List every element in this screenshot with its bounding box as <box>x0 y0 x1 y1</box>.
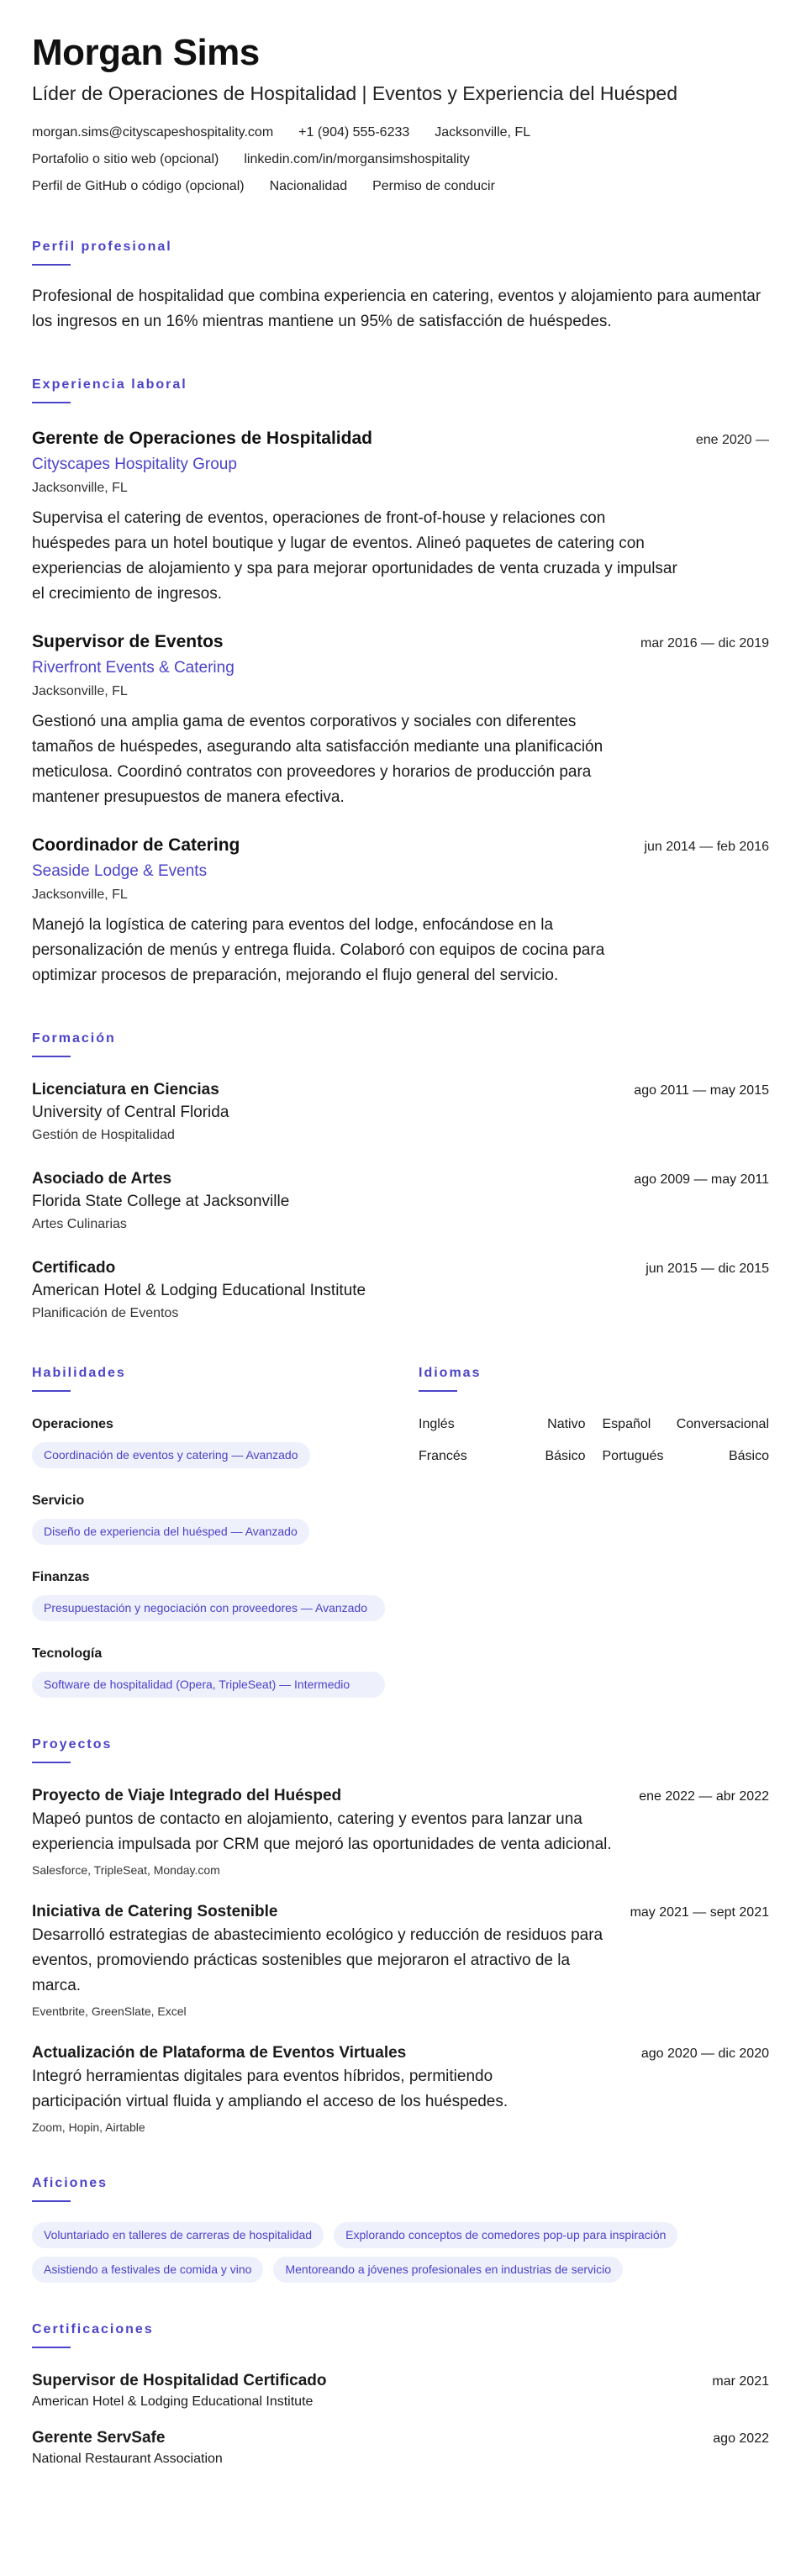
contact-phone[interactable]: +1 (904) 555-6233 <box>298 125 410 140</box>
skill-chip: Presupuestación y negociación con proveedores — Avanzado <box>32 1595 385 1621</box>
section-divider <box>32 1390 71 1392</box>
languages-section <box>419 1365 769 1698</box>
contact-email[interactable]: morgan.sims@cityscapeshospitality.com <box>32 125 274 140</box>
skill-chip: Diseño de experiencia del huésped — Avanzado <box>32 1519 309 1545</box>
section-title: Idiomas <box>419 1366 482 1380</box>
language-name: Inglés <box>419 1417 455 1431</box>
job-company: Seaside Lodge & Events <box>32 862 208 880</box>
section-title: Experiencia laboral <box>32 377 187 392</box>
skills-section <box>32 1365 385 1698</box>
education-dates: jun 2015 — dic 2015 <box>646 1262 769 1276</box>
job-location: Jacksonville, FL <box>32 888 128 902</box>
section-title: Proyectos <box>32 1737 113 1752</box>
project-description: Mapeó puntos de contacto en alojamiento, catering y eventos para lanzar una experiencia impulsada por CRM que mejoró las oportunidades de venta adicional. <box>32 1810 612 1853</box>
section-divider <box>32 1762 71 1763</box>
section-title: Certificaciones <box>32 2322 154 2336</box>
language-item <box>603 1415 770 1434</box>
education-school: University of Central Florida <box>32 1104 229 1121</box>
project-entry <box>32 1785 769 1879</box>
job-location: Jacksonville, FL <box>32 481 128 495</box>
job-dates: jun 2014 — feb 2016 <box>644 840 769 854</box>
summary-section <box>32 239 769 335</box>
contact-license: Permiso de conducir <box>372 179 495 193</box>
skill-chip: Software de hospitalidad (Opera, TripleSeat) — Intermedio <box>32 1672 385 1698</box>
certification-date: ago 2022 <box>713 2431 769 2446</box>
education-entry <box>32 1079 769 1146</box>
contact-row <box>32 150 769 170</box>
project-dates: may 2021 — sept 2021 <box>630 1905 769 1920</box>
section-divider <box>32 2347 71 2348</box>
skill-category: Operaciones <box>32 1417 113 1431</box>
certification-issuer: American Hotel & Lodging Educational Institute <box>32 2394 314 2409</box>
language-name: Portugués <box>602 1449 664 1463</box>
project-tech: Eventbrite, GreenSlate, Excel <box>32 2004 187 2018</box>
education-field: Planificación de Eventos <box>32 1306 179 1320</box>
language-name: Francés <box>419 1449 467 1463</box>
education-dates: ago 2009 — may 2011 <box>634 1172 769 1187</box>
section-divider <box>419 1390 457 1392</box>
project-description: Integró herramientas digitales para eventos híbridos, permitiendo participación virtual fluida y ampliando el acceso de los huéspedes. <box>32 2068 509 2110</box>
job-entry <box>32 427 769 607</box>
job-dates: ene 2020 — <box>695 433 769 447</box>
section-divider <box>32 1056 71 1057</box>
project-title: Iniciativa de Catering Sostenible <box>32 1903 278 1920</box>
job-description: Manejó la logística de catering para eventos del lodge, enfocándose en la personalización de menús y entrega fluida. Colaboró con equipos de cocina para optimizar procesos de preparación, mejorando el flujo general del servicio. <box>32 916 605 984</box>
certification-issuer: National Restaurant Association <box>32 2452 223 2466</box>
candidate-name: Morgan Sims <box>32 32 260 73</box>
job-description: Supervisa el catering de eventos, operaciones de front-of-house y relaciones con huéspedes para un hotel boutique y lugar de eventos. Alineó paquetes de catering con experiencias de alojamiento y spa para mejorar oportunidades de venta cruzada y impulsar el crecimiento de ingresos. <box>32 509 677 603</box>
hobby-chip: Mentoreando a jóvenes profesionales en industrias de servicio <box>273 2257 623 2283</box>
section-title: Aficiones <box>32 2176 108 2190</box>
job-dates: mar 2016 — dic 2019 <box>640 636 769 651</box>
contact-row <box>32 176 769 197</box>
hobby-chip: Voluntariado en talleres de carreras de hospitalidad <box>32 2222 324 2248</box>
section-divider <box>32 402 71 403</box>
job-entry <box>32 834 769 988</box>
certifications-section <box>32 2321 769 2469</box>
project-dates: ago 2020 — dic 2020 <box>640 2047 769 2061</box>
education-dates: ago 2011 — may 2015 <box>634 1083 769 1098</box>
certification-entry <box>32 2370 769 2412</box>
language-item <box>603 1447 770 1466</box>
project-entry <box>32 1901 769 2020</box>
language-level: Básico <box>545 1449 586 1463</box>
contact-nationality: Nacionalidad <box>269 179 348 193</box>
language-level: Nativo <box>547 1417 586 1431</box>
education-section <box>32 1030 769 1325</box>
resume-header <box>32 32 769 197</box>
contact-location: Jacksonville, FL <box>435 125 531 140</box>
section-divider <box>32 2200 71 2202</box>
job-company: Cityscapes Hospitality Group <box>32 456 237 473</box>
summary-text: Profesional de hospitalidad que combina experiencia en catering, eventos y alojamiento para aumentar los ingresos en un 16% mientras mantiene un 95% de satisfacción de huéspedes. <box>32 287 761 330</box>
contact-linkedin[interactable]: linkedin.com/in/morgansimshospitality <box>244 152 470 166</box>
language-level: Básico <box>728 1449 769 1463</box>
project-tech: Salesforce, TripleSeat, Monday.com <box>32 1863 220 1877</box>
education-field: Artes Culinarias <box>32 1217 127 1231</box>
project-entry <box>32 2042 769 2136</box>
certification-entry <box>32 2427 769 2469</box>
section-divider <box>32 264 71 266</box>
project-description: Desarrolló estrategias de abastecimiento ecológico y reducción de residuos para eventos, promoviendo prácticas sostenibles que mejoraron el atractivo de la marca. <box>32 1926 603 1994</box>
skill-category: Finanzas <box>32 1570 90 1584</box>
hobby-chip: Asistiendo a festivales de comida y vino <box>32 2257 263 2283</box>
education-entry <box>32 1257 769 1325</box>
education-entry <box>32 1168 769 1235</box>
job-title: Supervisor de Eventos <box>32 632 224 651</box>
education-degree: Certificado <box>32 1259 116 1277</box>
skill-category: Servicio <box>32 1493 85 1508</box>
projects-section <box>32 1736 769 2136</box>
job-description: Gestionó una amplia gama de eventos corporativos y sociales con diferentes tamaños de huéspedes, asegurando alta satisfacción mediante una planificación meticulosa. Coordinó contratos con proveedores y horarios de producción para mantener presupuestos de manera efectiva. <box>32 713 603 806</box>
job-company: Riverfront Events & Catering <box>32 659 235 677</box>
language-item <box>419 1447 586 1466</box>
project-title: Actualización de Plataforma de Eventos Virtuales <box>32 2044 407 2062</box>
section-title: Formación <box>32 1031 116 1046</box>
skills-languages-row <box>32 1365 769 1698</box>
project-tech: Zoom, Hopin, Airtable <box>32 2120 145 2134</box>
education-degree: Asociado de Artes <box>32 1170 172 1188</box>
project-dates: ene 2022 — abr 2022 <box>639 1789 769 1804</box>
education-school: American Hotel & Lodging Educational Institute <box>32 1282 366 1299</box>
language-item <box>419 1415 586 1434</box>
education-field: Gestión de Hospitalidad <box>32 1128 175 1142</box>
contact-row <box>32 123 769 143</box>
certification-name: Gerente ServSafe <box>32 2429 166 2447</box>
language-name: Español <box>602 1417 651 1431</box>
contact-portfolio: Portafolio o sitio web (opcional) <box>32 152 219 166</box>
education-degree: Licenciatura en Ciencias <box>32 1081 219 1098</box>
project-title: Proyecto de Viaje Integrado del Huésped <box>32 1787 342 1804</box>
section-title: Perfil profesional <box>32 240 172 254</box>
job-title: Coordinador de Catering <box>32 835 240 855</box>
experience-section <box>32 377 769 988</box>
section-title: Habilidades <box>32 1366 126 1380</box>
job-location: Jacksonville, FL <box>32 684 128 698</box>
candidate-headline: Líder de Operaciones de Hospitalidad | Eventos y Experiencia del Huésped <box>32 82 677 104</box>
certification-name: Supervisor de Hospitalidad Certificado <box>32 2372 327 2389</box>
language-level: Conversacional <box>676 1417 769 1431</box>
job-title: Gerente de Operaciones de Hospitalidad <box>32 429 372 448</box>
job-entry <box>32 630 769 810</box>
skill-category: Tecnología <box>32 1646 103 1661</box>
hobbies-section <box>32 2175 769 2283</box>
contact-github: Perfil de GitHub o código (opcional) <box>32 179 245 193</box>
skill-chip: Coordinación de eventos y catering — Avanzado <box>32 1442 310 1468</box>
certification-date: mar 2021 <box>712 2374 769 2389</box>
education-school: Florida State College at Jacksonville <box>32 1193 290 1210</box>
hobby-chip: Explorando conceptos de comedores pop-up para inspiración <box>334 2222 677 2248</box>
